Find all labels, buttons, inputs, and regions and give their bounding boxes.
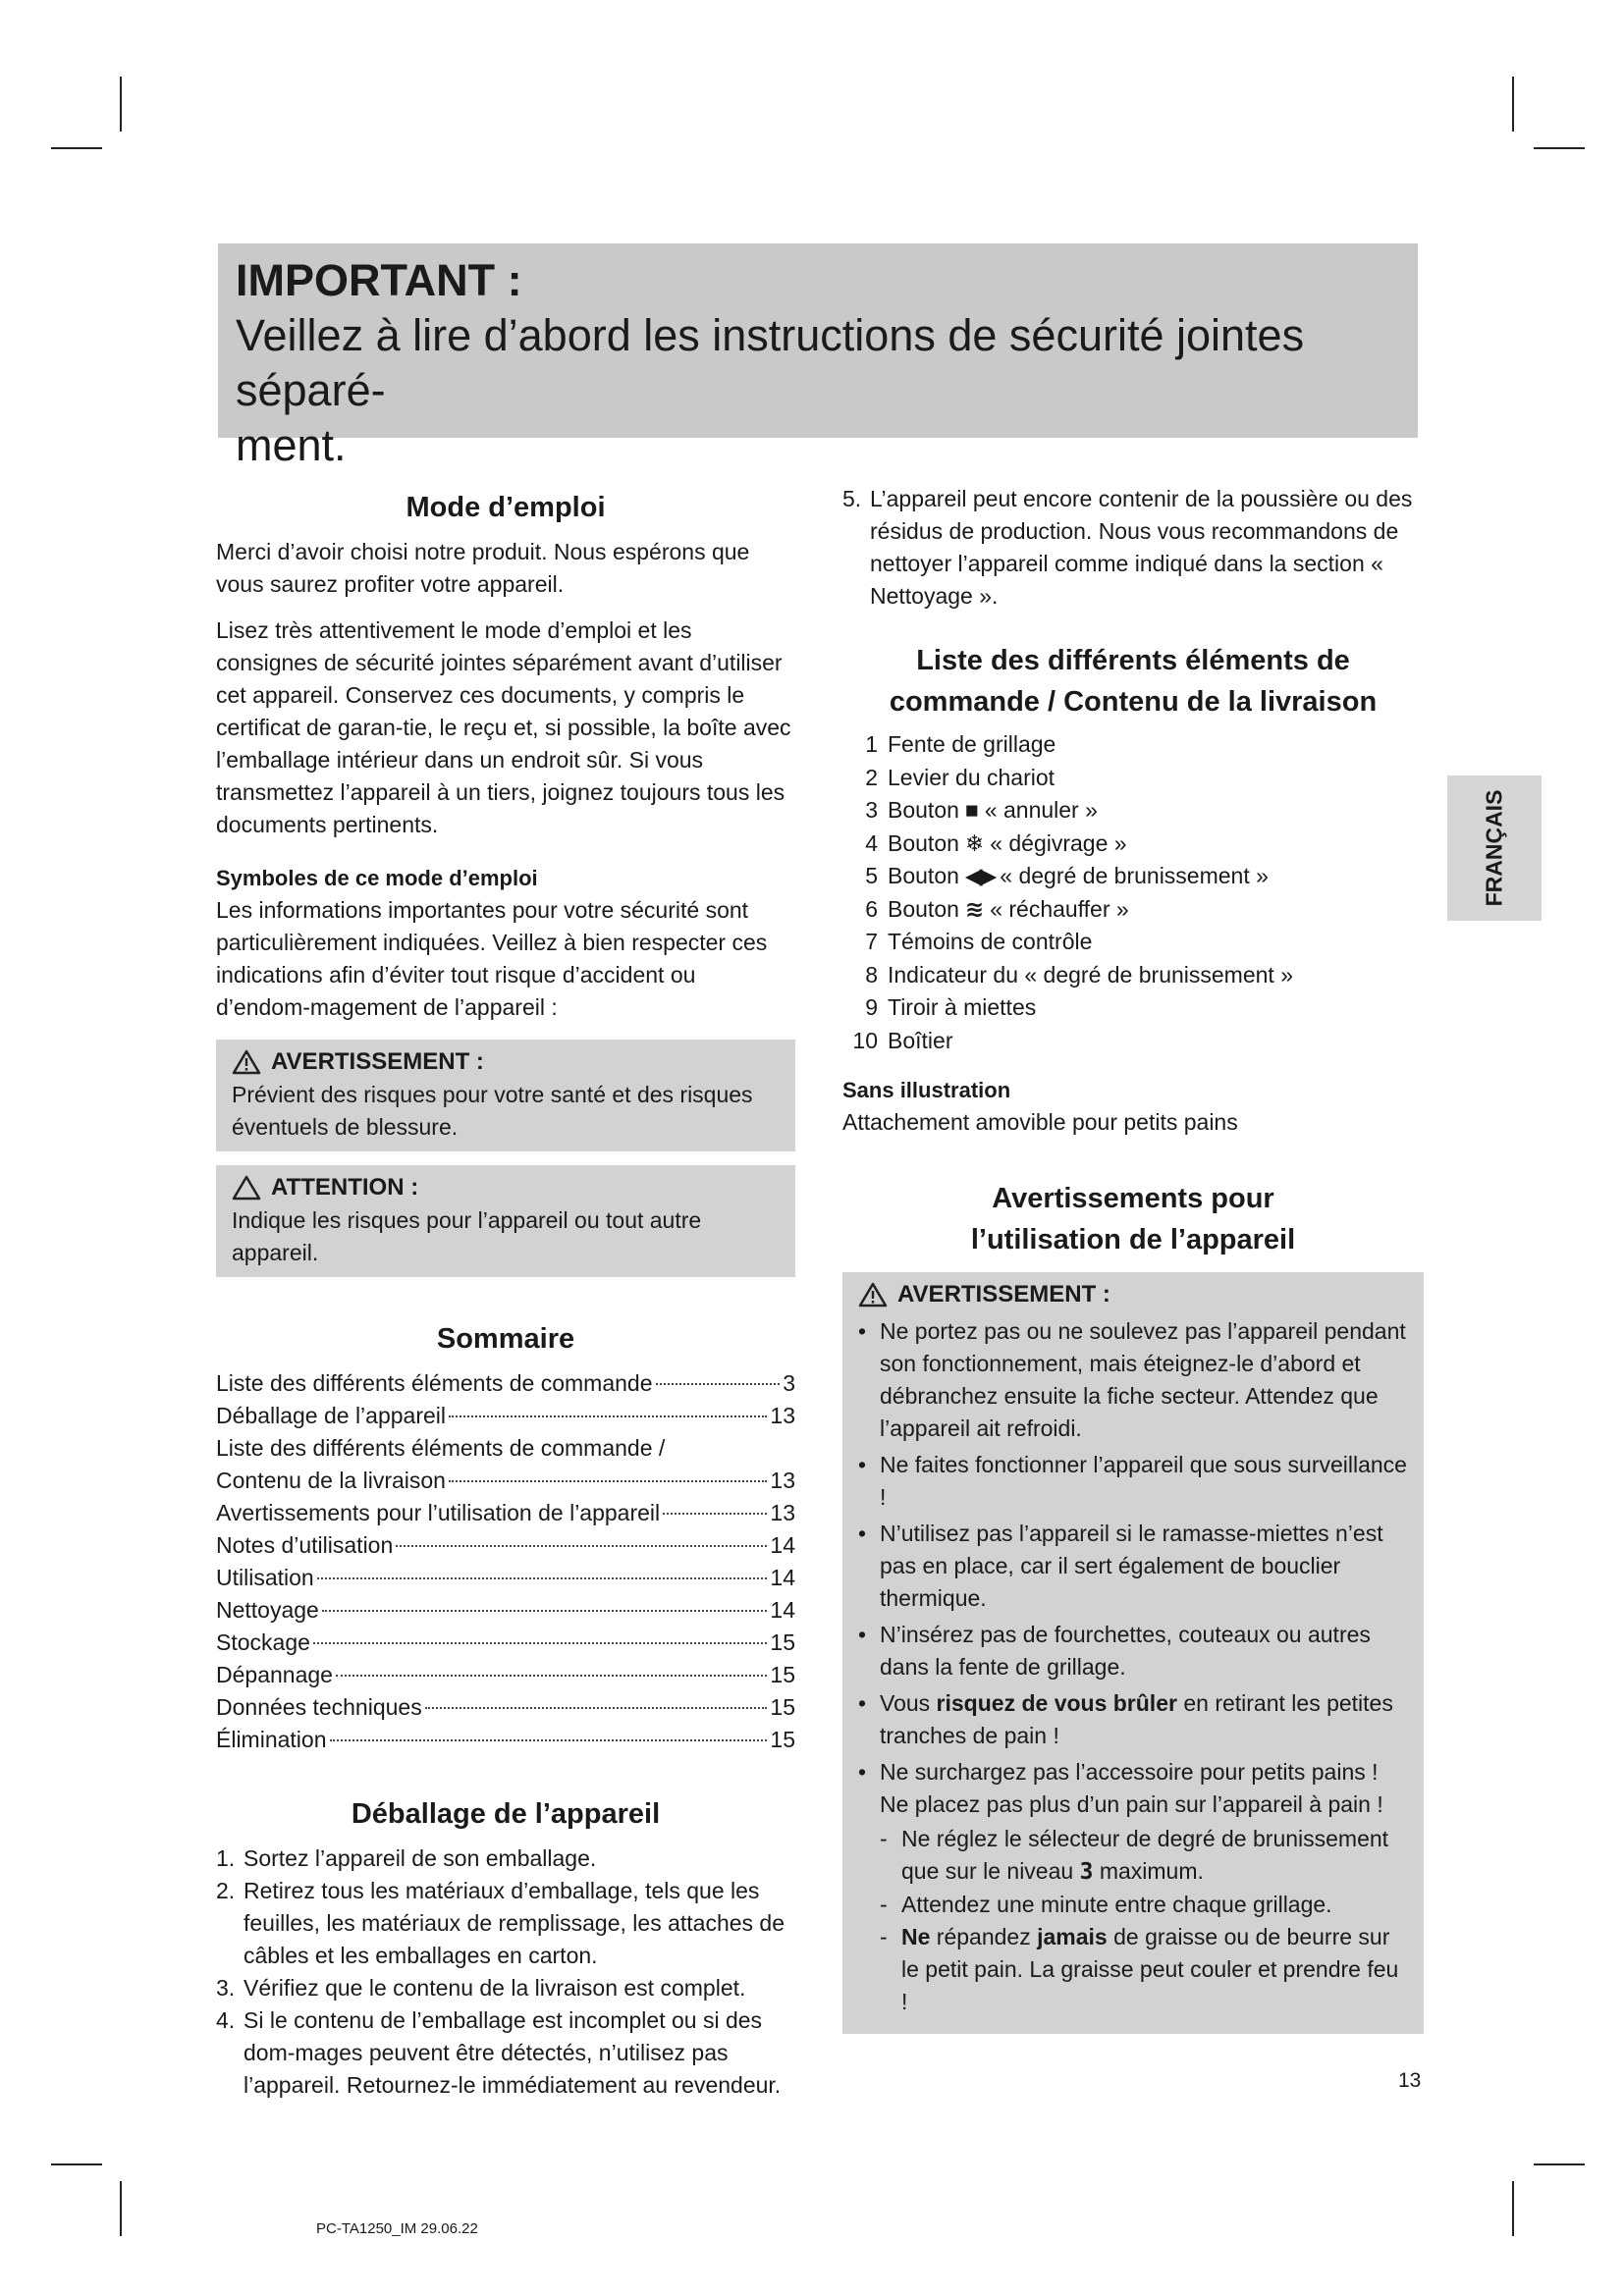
toc-leader <box>449 1415 767 1417</box>
toc-entry <box>216 1659 795 1691</box>
crop-mark <box>120 77 122 132</box>
sans-illustration-subtitle: Sans illustration <box>842 1078 1011 1102</box>
part-label: Levier du chariot <box>888 764 1056 790</box>
bullet-content <box>880 1756 1410 2018</box>
sub-bullet-text <box>901 1823 1410 1889</box>
crop-mark <box>1534 147 1585 149</box>
step-text: L’appareil peut encore contenir de la poussière ou des résidus de production. Nous vous recommandons de nettoyer l’appareil comme indiqué dans la section « Nettoyage ». <box>870 486 1413 609</box>
step-number: 1. <box>216 1845 236 1871</box>
part-number: 9 <box>865 994 878 1020</box>
part-number: 5 <box>865 863 878 888</box>
list-item <box>842 828 1424 861</box>
step-number: 2. <box>216 1878 236 1903</box>
toc-entry-title: Liste des différents éléments de commande <box>216 1370 653 1396</box>
toc-entry <box>216 1465 795 1497</box>
sub-bullets <box>880 1823 1410 2018</box>
crop-mark <box>1534 2163 1585 2165</box>
part-number: 8 <box>865 961 878 988</box>
section-title-liste <box>842 640 1424 722</box>
reheat-waves-icon: ≋ <box>964 895 985 922</box>
list-item <box>858 1315 1410 1445</box>
footer-doc-code: PC-TA1250_IM 29.06.22 <box>316 2220 478 2237</box>
part-label: « annuler » <box>984 797 1098 823</box>
attention-triangle-icon <box>232 1175 261 1201</box>
toc-entry <box>216 1691 795 1724</box>
toc-entry <box>216 1724 795 1756</box>
text-run: de graisse ou de beurre sur le petit pain. La graisse peut couler et prendre feu ! <box>901 1924 1399 2014</box>
toc-leader <box>322 1610 768 1612</box>
dash-icon: - <box>880 1892 888 1917</box>
list-item <box>842 991 1424 1025</box>
list-item <box>216 1972 795 2004</box>
parts-list <box>842 728 1424 1057</box>
part-label: « degré de brunissement » <box>1000 863 1269 888</box>
symbols-paragraph: Les informations importantes pour votre sécurité sont particulièrement indiquées. Veillez à bien respecter ces indications afin d’éviter tout risque d’accident ou d’endom-magement de l’appareil : <box>216 897 768 1020</box>
list-item <box>880 1921 1410 2018</box>
bold-run: risquez de vous brûler <box>936 1690 1177 1716</box>
section-title-avertissements <box>842 1178 1424 1260</box>
toc-entry-title: Utilisation <box>216 1565 314 1590</box>
part-label: Bouton <box>888 829 959 856</box>
toc-page: 14 <box>770 1597 795 1623</box>
bullet-text: N’utilisez pas l’appareil si le ramasse-miettes n’est pas en place, car il sert également de bouclier thermique. <box>880 1521 1383 1611</box>
toc-leader <box>336 1675 767 1677</box>
step-number: 3. <box>216 1975 236 2001</box>
banner-text-line: ment. <box>236 420 347 470</box>
toc-leader <box>449 1480 767 1482</box>
section-title-sommaire: Sommaire <box>436 1323 575 1355</box>
part-label: Bouton <box>888 863 959 888</box>
step-text: Sortez l’appareil de son emballage. <box>244 1845 597 1871</box>
part-number: 7 <box>865 929 878 954</box>
toc-entry-title: Élimination <box>216 1727 327 1752</box>
part-label: Témoins de contrôle <box>888 929 1093 954</box>
toc-page: 13 <box>770 1468 795 1493</box>
toc-page: 14 <box>770 1532 795 1558</box>
stop-square-icon: ■ <box>964 797 979 823</box>
list-item <box>842 926 1424 959</box>
list-item <box>842 794 1424 828</box>
toc-page: 14 <box>770 1565 795 1590</box>
warning-title: AVERTISSEMENT : <box>897 1281 1110 1308</box>
part-label: Bouton <box>888 895 959 922</box>
part-label: Boîtier <box>888 1027 953 1053</box>
attention-title-row <box>232 1171 782 1204</box>
list-item <box>880 1889 1410 1921</box>
list-item <box>842 728 1424 762</box>
attention-text: Indique les risques pour l’appareil ou tout autre appareil. <box>232 1207 702 1265</box>
toc-entry <box>216 1400 795 1432</box>
list-item <box>842 959 1424 992</box>
list-item <box>842 483 1424 613</box>
list-item <box>858 1619 1410 1683</box>
bullet-icon: • <box>858 1622 867 1647</box>
bullet-icon: • <box>858 1690 867 1716</box>
sans-illustration-text: Attachement amovible pour petits pains <box>842 1109 1238 1135</box>
language-tab-label: FRANÇAIS <box>1481 789 1507 907</box>
sub-bullet-text: Attendez une minute entre chaque grillage. <box>901 1892 1332 1917</box>
part-label: Fente de grillage <box>888 731 1056 757</box>
unpack-step-5 <box>842 483 1424 613</box>
warning-box <box>216 1040 795 1151</box>
left-column <box>216 483 795 2102</box>
table-of-contents <box>216 1367 795 1756</box>
bullet-text: Ne surchargez pas l’accessoire pour petits pains ! Ne placez pas plus d’un pain sur l’appareil à pain ! <box>880 1759 1383 1817</box>
bullet-text <box>880 1687 1410 1752</box>
bullet-icon: • <box>858 1759 867 1785</box>
text-run: Ne réglez le sélecteur de degré de brunissement que sur le niveau <box>901 1826 1389 1884</box>
toc-page: 3 <box>783 1370 795 1396</box>
text-run: Vous <box>880 1690 937 1716</box>
toc-entry <box>216 1562 795 1594</box>
part-label: Indicateur du « degré de brunissement » <box>888 961 1293 988</box>
page-number: 13 <box>1398 2069 1422 2092</box>
language-tab <box>1447 775 1542 921</box>
list-item <box>216 1875 795 1972</box>
toc-entry-title: Déballage de l’appareil <box>216 1403 446 1428</box>
toc-page: 15 <box>770 1662 795 1687</box>
title-line: Liste des différents éléments de <box>916 645 1350 676</box>
toc-leader <box>330 1739 768 1741</box>
toc-entry-title: Liste des différents éléments de commande / <box>216 1435 666 1461</box>
section-title-mode-emploi: Mode d’emploi <box>406 492 606 523</box>
banner-heading: IMPORTANT : <box>236 255 522 305</box>
bullet-icon: • <box>858 1521 867 1546</box>
attention-title: ATTENTION : <box>271 1174 419 1201</box>
sub-bullet-text <box>901 1921 1410 2018</box>
crop-mark <box>51 147 102 149</box>
important-banner <box>218 243 1418 470</box>
list-item <box>858 1449 1410 1514</box>
toc-page: 13 <box>770 1403 795 1428</box>
step-number: 5. <box>842 486 862 511</box>
step-text: Si le contenu de l’emballage est incomplet ou si des dom-mages peuvent être détectés, n’utilisez pas l’appareil. Retournez-le immédiatement au revendeur. <box>244 2007 782 2098</box>
text-run: en retirant les petites tranches de pain ! <box>880 1690 1393 1748</box>
crop-mark <box>120 2181 122 2236</box>
toc-page: 15 <box>770 1727 795 1752</box>
part-number: 3 <box>865 797 878 823</box>
title-line: commande / Contenu de la livraison <box>889 686 1378 718</box>
list-item <box>858 1687 1410 1752</box>
list-item <box>216 1842 795 1875</box>
crop-mark <box>1512 77 1514 132</box>
dash-icon: - <box>880 1826 888 1851</box>
section-title-deballage: Déballage de l’appareil <box>351 1798 661 1830</box>
warning-text: Prévient des risques pour votre santé et des risques éventuels de blessure. <box>232 1082 753 1140</box>
list-item <box>842 860 1424 893</box>
part-number: 2 <box>865 764 878 790</box>
bullet-text: N’insérez pas de fourchettes, couteaux ou autres dans la fente de grillage. <box>880 1622 1371 1680</box>
list-item <box>842 893 1424 927</box>
toc-entry <box>216 1627 795 1659</box>
step-text: Vérifiez que le contenu de la livraison est complet. <box>244 1975 746 2001</box>
bullet-icon: • <box>858 1318 867 1344</box>
defrost-snowflake-icon: ❄ <box>964 829 985 856</box>
banner-text-line: Veillez à lire d’abord les instructions de sécurité jointes séparé- <box>236 310 1305 415</box>
title-line: l’utilisation de l’appareil <box>970 1224 1296 1255</box>
toc-entry <box>216 1432 795 1465</box>
part-number: 10 <box>852 1027 878 1053</box>
list-item <box>858 1518 1410 1615</box>
list-item <box>858 1756 1410 2018</box>
intro-paragraph: Lisez très attentivement le mode d’emploi et les consignes de sécurité jointes séparément avant d’utiliser cet appareil. Conservez ces documents, y compris le certificat de garan-tie, le reçu et, si possible, la boîte avec l’emballage intérieur dans un endroit sûr. Si vous transmettez l’appareil à un tiers, joignez toujours tous les documents pertinents. <box>216 617 791 837</box>
bullet-icon: • <box>858 1452 867 1477</box>
right-column <box>842 483 1424 2034</box>
toc-page: 15 <box>770 1694 795 1720</box>
toc-leader <box>317 1577 768 1579</box>
toc-leader <box>425 1707 768 1709</box>
list-item <box>842 1025 1424 1058</box>
toc-leader <box>663 1513 767 1515</box>
toc-entry <box>216 1594 795 1627</box>
bold-run: Ne <box>901 1924 931 1949</box>
step-number: 4. <box>216 2007 236 2033</box>
toc-entry-title: Données techniques <box>216 1694 422 1720</box>
toc-entry-title: Contenu de la livraison <box>216 1468 446 1493</box>
toc-leader <box>656 1383 781 1385</box>
toc-entry-title: Notes d’utilisation <box>216 1532 394 1558</box>
toc-entry-title: Nettoyage <box>216 1597 319 1623</box>
browning-arrows-icon: ◀▶ <box>964 863 995 888</box>
toc-entry-title: Stockage <box>216 1629 310 1655</box>
toc-entry-title: Dépannage <box>216 1662 333 1687</box>
list-item <box>880 1823 1410 1889</box>
part-number: 6 <box>865 895 878 922</box>
toc-leader <box>396 1545 767 1547</box>
crop-mark <box>1512 2181 1514 2236</box>
step-text: Retirez tous les matériaux d’emballage, tels que les feuilles, les matériaux de remplissage, les attaches de câbles et les emballages en carton. <box>244 1878 785 1968</box>
dash-icon: - <box>880 1924 888 1949</box>
text-run: répandez <box>930 1924 1038 1949</box>
toc-entry <box>216 1367 795 1400</box>
toc-entry <box>216 1497 795 1529</box>
part-number: 1 <box>865 731 878 757</box>
bullet-text: Ne faites fonctionner l’appareil que sous surveillance ! <box>880 1452 1407 1510</box>
warning-title-row <box>232 1045 782 1079</box>
part-label: Bouton <box>888 797 959 823</box>
warning-bullets <box>858 1315 1410 2018</box>
warning-triangle-icon <box>232 1049 261 1075</box>
bullet-text: Ne portez pas ou ne soulevez pas l’appareil pendant son fonctionnement, mais éteignez-le d’abord et débranchez ensuite la fiche secteur. Attendez que l’appareil ait refroidi. <box>880 1318 1406 1441</box>
toc-entry <box>216 1529 795 1562</box>
warning-title-row <box>858 1278 1410 1311</box>
toc-page: 13 <box>770 1500 795 1525</box>
warning-triangle-icon <box>858 1282 888 1308</box>
text-run: maximum. <box>1099 1858 1204 1884</box>
bold-run: jamais <box>1037 1924 1108 1949</box>
crop-mark <box>51 2163 102 2165</box>
unpack-steps <box>216 1842 795 2102</box>
attention-box <box>216 1165 795 1277</box>
warning-title: AVERTISSEMENT : <box>271 1048 484 1075</box>
list-item <box>842 762 1424 795</box>
safety-warning-box <box>842 1272 1424 2034</box>
toc-page: 15 <box>770 1629 795 1655</box>
symbols-subtitle: Symboles de ce mode d’emploi <box>216 866 538 890</box>
title-line: Avertissements pour <box>992 1183 1274 1214</box>
level-indicator: 3 <box>1079 1859 1094 1885</box>
toc-leader <box>313 1642 768 1644</box>
part-label: Tiroir à miettes <box>888 994 1037 1020</box>
toc-entry-title: Avertissements pour l’utilisation de l’appareil <box>216 1500 661 1525</box>
intro-paragraph: Merci d’avoir choisi notre produit. Nous espérons que vous saurez profiter votre appareil. <box>216 539 750 597</box>
part-label: « réchauffer » <box>990 895 1129 922</box>
list-item <box>216 2004 795 2102</box>
part-number: 4 <box>865 829 878 856</box>
part-label: « dégivrage » <box>990 829 1127 856</box>
